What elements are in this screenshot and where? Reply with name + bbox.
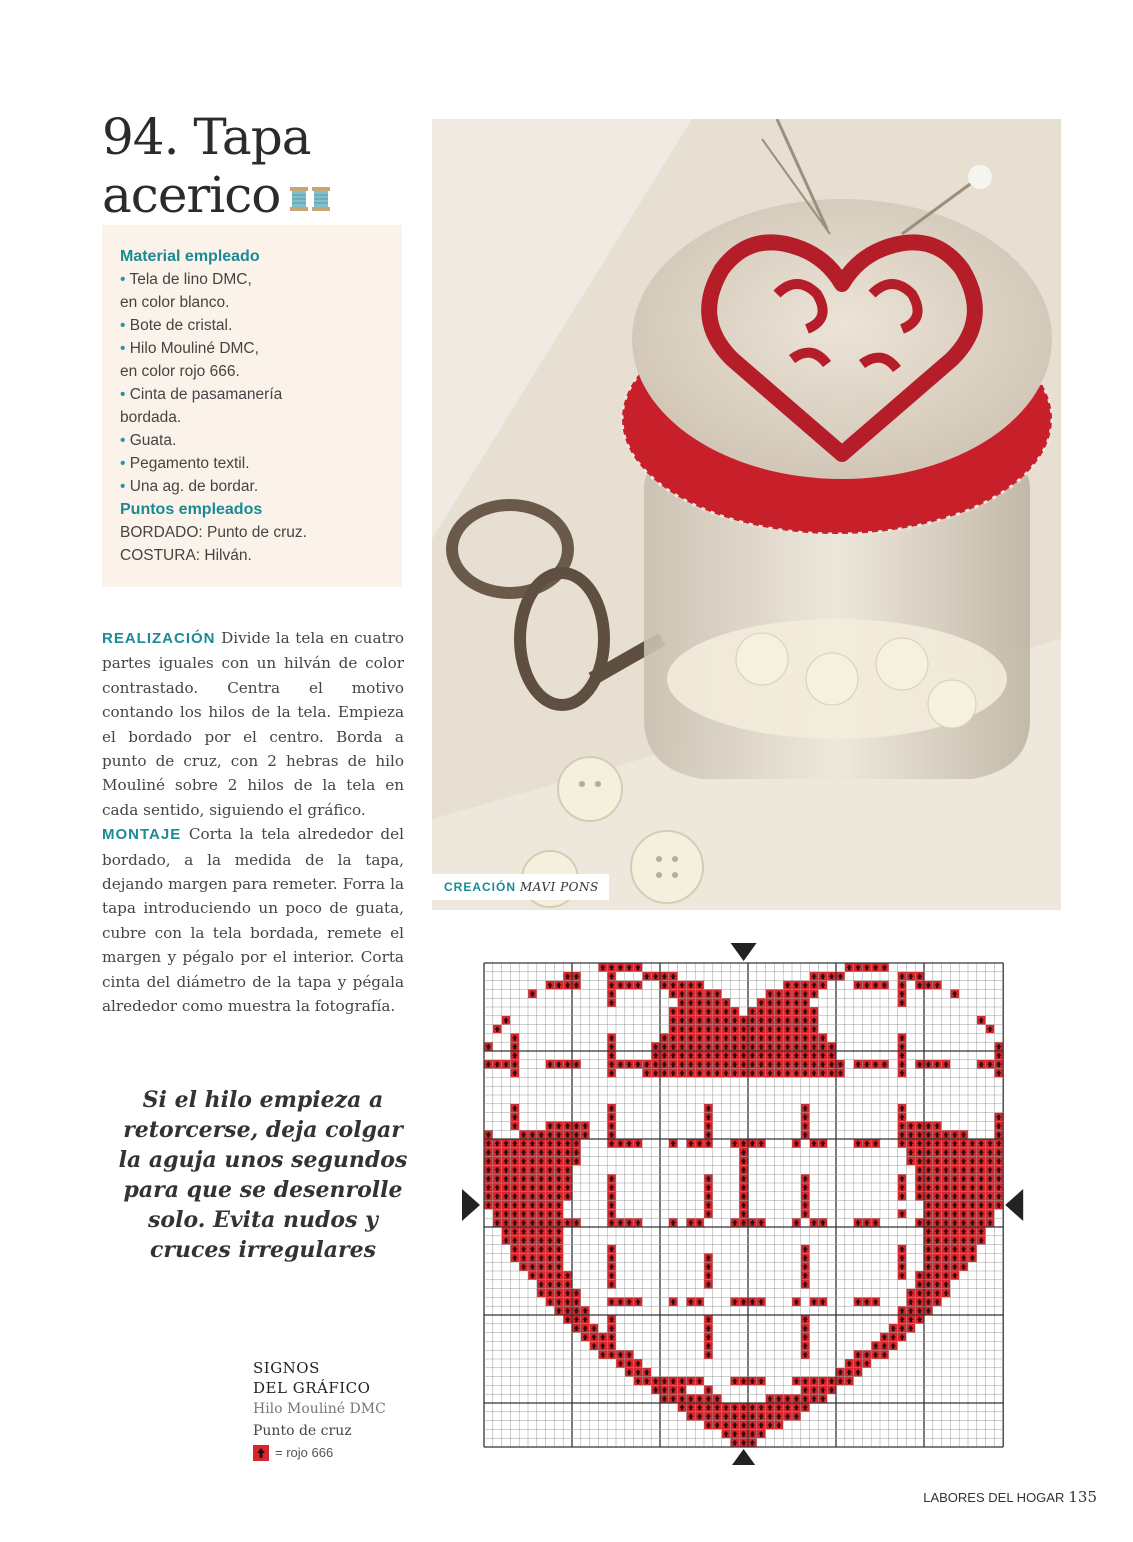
material-item: bordada. <box>120 409 182 426</box>
instructions <box>102 626 404 1019</box>
stitch-cells <box>484 963 1003 1447</box>
title-line-2-text: acerico <box>102 166 281 224</box>
chart-legend <box>253 1358 453 1464</box>
material-item: • Una ag. de bordar. <box>120 478 259 495</box>
material-item: • Cinta de pasamanería <box>120 386 283 403</box>
tip-quote: Si el hilo empieza a retorcerse, deja colgar la aguja unos segundos para que se desenrolle solo. Evita nudos y cruces irregulares <box>118 1087 408 1263</box>
legend-heading-2: DEL GRÁFICO <box>253 1379 371 1397</box>
material-list <box>120 268 384 498</box>
legend-key <box>253 1442 453 1464</box>
thread-spool-icon <box>288 186 332 212</box>
material-item: • Bote de cristal. <box>120 317 233 334</box>
material-item: • Guata. <box>120 432 177 449</box>
realizacion-paragraph <box>102 626 404 822</box>
center-marker-right-icon <box>1005 1189 1023 1221</box>
center-marker-bottom-icon <box>731 1449 757 1465</box>
material-item: en color blanco. <box>120 294 230 311</box>
page-title <box>102 108 332 224</box>
page-number: 135 <box>1068 1488 1097 1506</box>
material-item: • Hilo Mouliné DMC, <box>120 340 259 357</box>
stitch-embroidery: BORDADO: Punto de cruz. <box>120 524 307 541</box>
stitch-sewing: COSTURA: Hilván. <box>120 547 252 564</box>
material-item: • Pegamento textil. <box>120 455 250 472</box>
title-line-1: 94. Tapa <box>102 108 311 166</box>
material-box <box>102 225 402 587</box>
center-marker-top-icon <box>731 943 757 961</box>
photo-credit <box>432 874 609 900</box>
title-line-2 <box>102 166 332 224</box>
center-marker-left-icon <box>462 1189 480 1221</box>
montaje-label: MONTAJE <box>102 826 182 844</box>
legend-stitch-type: Punto de cruz <box>253 1423 352 1439</box>
legend-key-text: = rojo 666 <box>275 1445 334 1460</box>
credit-label: CREACIÓN <box>444 880 517 894</box>
material-item: en color rojo 666. <box>120 363 240 380</box>
magazine-name: LABORES DEL HOGAR <box>923 1490 1065 1505</box>
cross-stitch-chart <box>460 943 1032 1465</box>
stitches-heading: Puntos empleados <box>120 501 263 518</box>
red-stitch-symbol-icon <box>253 1445 269 1461</box>
legend-heading-1: SIGNOS <box>253 1359 320 1377</box>
montaje-text: Corta la tela alrededor del bordado, a la medida de la tapa, dejando margen para remeter. Forra la tapa introduciendo un poco de guata, cubre con la tela bordada, remete el margen y pégalo por el interior. Corta cinta del diámetro de la tapa y pégala alrededor como muestra la fotografía. <box>102 825 404 1016</box>
material-item: • Tela de lino DMC, <box>120 271 252 288</box>
realizacion-label: REALIZACIÓN <box>102 630 216 647</box>
page-footer <box>923 1488 1097 1506</box>
legend-thread-brand: Hilo Mouliné DMC <box>253 1401 386 1417</box>
credit-name: MAVI PONS <box>520 880 599 894</box>
material-heading: Material empleado <box>120 248 260 265</box>
montaje-paragraph <box>102 822 404 1018</box>
pincushion-photo <box>432 119 1061 910</box>
realizacion-text: Divide la tela en cuatro partes iguales con un hilván de color contrastado. Centra el motivo contando los hilos de la tela. Empieza el bordado por el centro. Borda a punto de cruz, con 2 hebras de hilo Mouliné sobre 2 hilos de la tela en cada sentido, siguiendo el gráfico. <box>102 629 405 819</box>
photo-illustration <box>432 119 1061 910</box>
